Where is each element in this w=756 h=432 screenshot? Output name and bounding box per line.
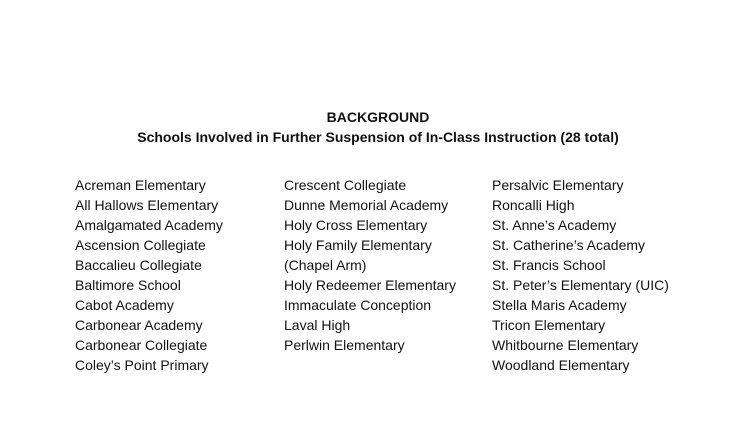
school-list-item: Holy Family Elementary	[284, 237, 432, 253]
school-list-item: All Hallows Elementary	[75, 197, 219, 213]
school-list-item: Amalgamated Academy	[75, 217, 223, 233]
school-list-item: Cabot Academy	[75, 297, 174, 313]
school-list-column-3	[492, 175, 669, 375]
document-title: BACKGROUND	[326, 109, 430, 125]
school-list-item: Holy Cross Elementary	[284, 217, 428, 233]
school-list-item: Ascension Collegiate	[75, 237, 206, 253]
school-list-item: Perlwin Elementary	[284, 337, 405, 353]
school-list-item: St. Peter’s Elementary (UIC)	[492, 277, 669, 293]
school-list-item: Dunne Memorial Academy	[284, 197, 449, 213]
school-list-item: (Chapel Arm)	[284, 257, 367, 273]
school-list-item: Holy Redeemer Elementary	[284, 277, 456, 293]
school-list-item: St. Catherine’s Academy	[492, 237, 646, 253]
school-list-item: St. Francis School	[492, 257, 606, 273]
school-list-item: Carbonear Academy	[75, 317, 203, 333]
school-list-item: Acreman Elementary	[75, 177, 206, 193]
school-list-item: Roncalli High	[492, 197, 575, 213]
school-list-item: Baccalieu Collegiate	[75, 257, 202, 273]
school-list-item: Tricon Elementary	[492, 317, 606, 333]
school-list-item: Crescent Collegiate	[284, 177, 407, 193]
school-list-item: Stella Maris Academy	[492, 297, 627, 313]
school-list-item: Whitbourne Elementary	[492, 337, 639, 353]
school-list-item: Immaculate Conception	[284, 297, 432, 313]
school-list-column-2	[284, 175, 456, 355]
school-list-item: Baltimore School	[75, 277, 181, 293]
school-list-item: Persalvic Elementary	[492, 177, 624, 193]
document-subtitle: Schools Involved in Further Suspension of In-Class Instruction (28 total)	[137, 129, 619, 145]
school-list-item: St. Anne’s Academy	[492, 217, 617, 233]
school-list-item: Laval High	[284, 317, 351, 333]
school-list-item: Woodland Elementary	[492, 357, 630, 373]
school-list-column-1	[75, 175, 223, 375]
school-list-item: Carbonear Collegiate	[75, 337, 208, 353]
school-list-item: Coley’s Point Primary	[75, 357, 209, 373]
